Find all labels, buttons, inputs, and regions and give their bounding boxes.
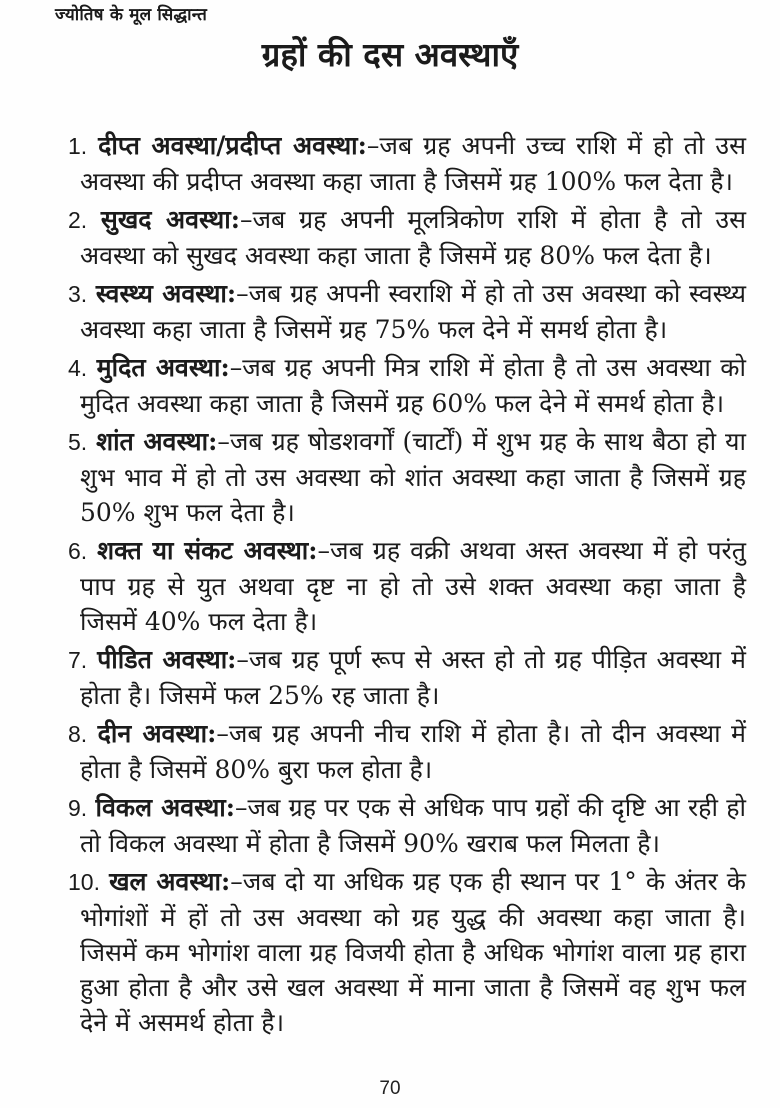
item-body: –जब ग्रह अपनी मूलत्रिकोण राशि में होता है तो उस अवस्था को सुखद अवस्था कहा जाता है जिसमें ग्रह 80% फल देता है।	[80, 204, 747, 270]
item-number: 6.	[68, 537, 88, 564]
item-heading: खल अवस्था:	[109, 866, 231, 896]
item-body: –जब दो या अधिक ग्रह एक ही स्थान पर 1° के अंतर के भोगांशों में हों तो उस अवस्था को ग्रह युद्ध की अवस्था कहा जाता है। जिसमें कम भोगांश वाला ग्रह विजयी होता है अधिक भोगांश वाला ग्रह हारा हुआ होता है और उसे खल अवस्था में माना जाता है जिसमें वह शुभ फल देने में असमर्थ होता है।	[80, 866, 746, 1037]
list-item	[48, 350, 746, 421]
item-heading: विकल अवस्था:	[95, 792, 236, 822]
item-heading: मुदित अवस्था:	[96, 352, 230, 382]
list-item	[48, 864, 746, 1040]
item-number: 7.	[68, 646, 88, 673]
list-item	[48, 424, 746, 530]
item-body: –जब ग्रह अपनी उच्च राशि में हो तो उस अवस्था की प्रदीप्त अवस्था कहा जाता है जिसमें ग्रह 100% फल देता है।	[80, 130, 746, 196]
item-number: 8.	[68, 720, 88, 747]
item-heading: स्वस्थ्य अवस्था:	[95, 278, 237, 308]
item-body: –जब ग्रह पर एक से अधिक पाप ग्रहों की दृष्टि आ रही हो तो विकल अवस्था में होता है जिसमें 90% खराब फल मिलता है।	[80, 792, 746, 858]
item-body: –जब ग्रह वक्री अथवा अस्त अवस्था में हो परंतु पाप ग्रह से युत अथवा दृष्ट ना हो तो उसे शक्त अवस्था कहा जाता है जिसमें 40% फल देता है।	[80, 535, 747, 636]
page-title: ग्रहों की दस अवस्थाएँ	[261, 35, 519, 74]
states-list	[48, 128, 746, 1040]
item-heading: दीप्त अवस्था/प्रदीप्त अवस्था:	[98, 130, 367, 160]
item-number: 1.	[68, 132, 88, 159]
item-number: 10.	[68, 868, 100, 895]
list-item	[48, 202, 746, 273]
item-body: –जब ग्रह अपनी मित्र राशि में होता है तो उस अवस्था को मुदित अवस्था कहा जाता है जिसमें ग्रह 60% फल देने में समर्थ होता है।	[80, 352, 746, 418]
item-number: 9.	[68, 794, 88, 821]
item-heading: सुखद अवस्था:	[100, 204, 240, 234]
list-item	[48, 128, 746, 199]
list-item	[48, 716, 746, 787]
item-body: –जब ग्रह अपनी स्वराशि में हो तो उस अवस्था को स्वस्थ्य अवस्था कहा जाता है जिसमें ग्रह 75% फल देने में समर्थ होता है।	[80, 278, 746, 344]
item-body: –जब ग्रह पूर्ण रूप से अस्त हो तो ग्रह पीड़ित अवस्था में होता है। जिसमें फल 25% रह जाता है।	[80, 644, 746, 710]
item-heading: दीन अवस्था:	[97, 718, 217, 748]
list-item	[48, 790, 746, 861]
item-heading: शक्त या संकट अवस्था:	[97, 535, 318, 565]
item-body: –जब ग्रह षोडशवर्गों (चार्टों) में शुभ ग्रह के साथ बैठा हो या शुभ भाव में हो तो उस अवस्था को शांत अवस्था कहा जाता है जिसमें ग्रह 50% शुभ फल देता है।	[80, 426, 746, 527]
item-number: 2.	[68, 206, 88, 233]
page-number: 70	[379, 1078, 401, 1099]
item-number: 5.	[68, 428, 88, 455]
item-heading: पीडित अवस्था:	[97, 644, 237, 674]
running-header: ज्योतिष के मूल सिद्धान्त	[55, 5, 208, 25]
list-item	[48, 533, 746, 639]
item-number: 4.	[68, 354, 88, 381]
item-body: –जब ग्रह अपनी नीच राशि में होता है। तो दीन अवस्था में होता है जिसमें 80% बुरा फल होता है।	[80, 718, 746, 784]
list-item	[48, 276, 746, 347]
list-item	[48, 642, 746, 713]
item-number: 3.	[68, 280, 88, 307]
item-heading: शांत अवस्था:	[96, 426, 218, 456]
